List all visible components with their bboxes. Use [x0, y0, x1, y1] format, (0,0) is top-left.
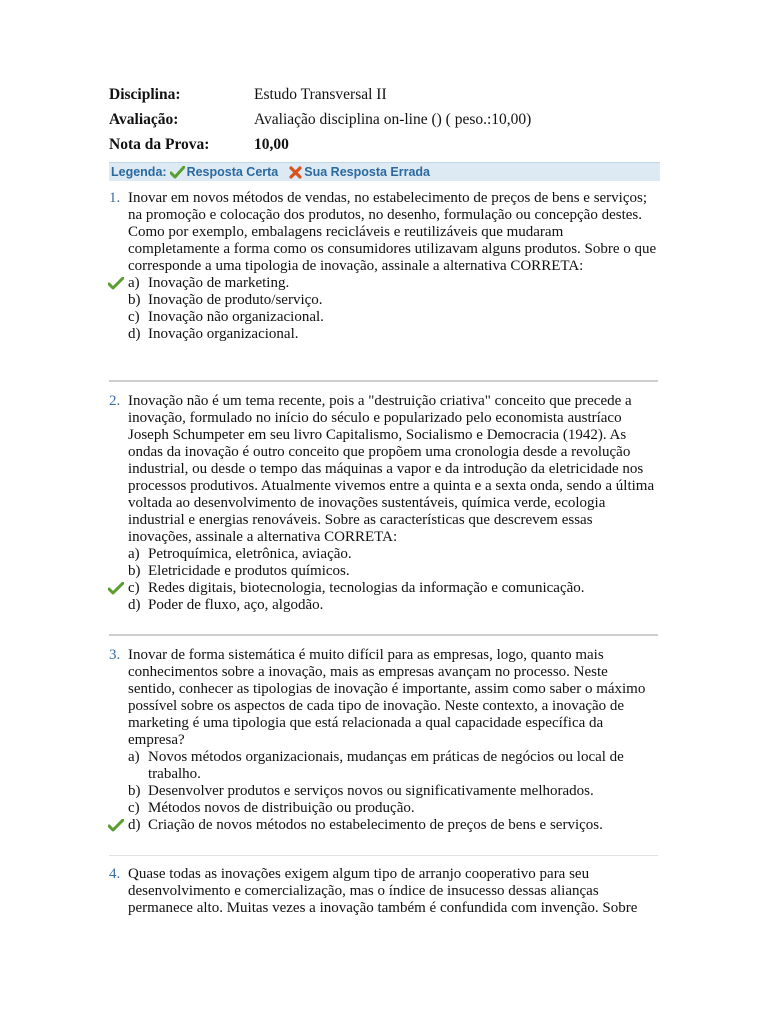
option-d[interactable]: [109, 597, 660, 614]
option-letter: b): [128, 292, 141, 308]
legend-wrong-label: Sua Resposta Errada: [304, 165, 431, 179]
option-d[interactable]: [109, 817, 660, 834]
option-text: Petroquímica, eletrônica, aviação.: [148, 546, 352, 562]
cross-icon: [289, 166, 302, 179]
question-separator: [109, 380, 658, 382]
option-b[interactable]: [109, 783, 660, 800]
nota-row: [109, 136, 669, 161]
options-list: [109, 546, 660, 614]
legend-correct-label: Resposta Certa: [186, 165, 279, 179]
check-icon: [108, 582, 124, 595]
options-list: [109, 275, 660, 343]
question-number: 2.: [109, 393, 121, 409]
option-text: Desenvolver produtos e serviços novos ou significativamente melhorados.: [148, 783, 594, 799]
exam-info: [109, 86, 669, 161]
option-letter: c): [128, 800, 140, 816]
option-text: Métodos novos de distribuição ou produção.: [148, 800, 415, 816]
check-icon: [108, 277, 124, 290]
disciplina-value: Estudo Transversal II: [254, 86, 387, 103]
question-number: 1.: [109, 190, 121, 206]
option-text: Redes digitais, biotecnologia, tecnologias da informação e comunicação.: [148, 580, 585, 596]
option-a[interactable]: [109, 749, 660, 783]
option-letter: c): [128, 309, 140, 325]
option-letter: d): [128, 597, 141, 613]
option-text: Inovação organizacional.: [148, 326, 299, 342]
option-b[interactable]: [109, 563, 660, 580]
option-letter: d): [128, 326, 141, 342]
option-letter: a): [128, 546, 140, 562]
check-icon: [108, 819, 124, 832]
question-separator: [109, 634, 658, 636]
check-icon: [170, 166, 185, 179]
disciplina-row: [109, 86, 669, 111]
disciplina-label: Disciplina:: [109, 86, 181, 103]
question-number: 3.: [109, 647, 121, 663]
avaliacao-row: [109, 111, 669, 136]
question-separator: [109, 855, 658, 856]
legend-bar: [109, 162, 660, 181]
options-list: [109, 749, 660, 834]
question-text: Quase todas as inovações exigem algum tipo de arranjo cooperativo para seu desenvolvimento e comercialização, mas o índice de insucesso dessas alianças permanece alto. Muitas vezes a inovação também é confundida com invenção. Sobre: [128, 866, 638, 916]
question-text: Inovação não é um tema recente, pois a "destruição criativa" conceito que precede a inovação, formulado no início do século e popularizado pelo economista austríaco Joseph Schumpeter em seu livro Capitalismo, Socialismo e Democracia (1942). As ondas da inovação é outro conceito que propõem uma cronologia desde a revolução industrial, ou desde o tempo das máquinas a vapor e da introdução da eletricidade nos processos produtivos. Atualmente vivemos entre a quinta e a sexta onda, sendo a última voltada ao desenvolvimento de inovações sustentáveis, química verde, ecologia industrial e energias renováveis. Sobre as características que descrevem essas inovações, assinale a alternativa CORRETA:: [128, 393, 655, 545]
option-c[interactable]: [109, 800, 660, 817]
question-1: [109, 190, 660, 343]
option-letter: b): [128, 783, 141, 799]
legend-label: Legenda:: [111, 165, 167, 179]
question-2: [109, 393, 660, 614]
option-text: Novos métodos organizacionais, mudanças em práticas de negócios ou local de trabalho.: [148, 749, 624, 782]
option-c[interactable]: [109, 309, 660, 326]
nota-value: 10,00: [254, 136, 289, 153]
option-letter: d): [128, 817, 141, 833]
option-text: Eletricidade e produtos químicos.: [148, 563, 350, 579]
avaliacao-value: Avaliação disciplina on-line () ( peso.:10,00): [254, 111, 532, 128]
option-text: Criação de novos métodos no estabelecimento de preços de bens e serviços.: [148, 817, 603, 833]
option-b[interactable]: [109, 292, 660, 309]
option-text: Inovação de produto/serviço.: [148, 292, 323, 308]
legend-correct: [167, 165, 279, 179]
option-letter: a): [128, 749, 140, 765]
question-4: [109, 866, 660, 917]
question-text: Inovar de forma sistemática é muito difícil para as empresas, logo, quanto mais conhecimentos sobre a inovação, mais as empresas avançam no processo. Neste sentido, conhecer as tipologias de inovação é importante, assim como saber o máximo possível sobre os aspectos de cada tipo de inovação. Neste contexto, a inovação de marketing é uma tipologia que está relacionada a qual capacidade específica da empresa?: [128, 647, 646, 748]
option-a[interactable]: [109, 546, 660, 563]
option-a[interactable]: [109, 275, 660, 292]
option-text: Inovação de marketing.: [148, 275, 290, 291]
option-d[interactable]: [109, 326, 660, 343]
question-3: [109, 647, 660, 834]
avaliacao-label: Avaliação:: [109, 111, 179, 128]
option-text: Inovação não organizacional.: [148, 309, 324, 325]
nota-label: Nota da Prova:: [109, 136, 210, 153]
option-c[interactable]: [109, 580, 660, 597]
question-text: Inovar em novos métodos de vendas, no estabelecimento de preços de bens e serviços; na promoção e colocação dos produtos, no desenho, formulação ou concepção destes. Como por exemplo, embalagens recicláveis e reutilizáveis que mudaram completamente a forma como os consumidores utilizavam alguns produtos. Sobre o que corresponde a uma tipologia de inovação, assinale a alternativa CORRETA:: [128, 190, 657, 274]
question-number: 4.: [109, 866, 121, 882]
option-letter: a): [128, 275, 140, 291]
legend-wrong: [286, 165, 430, 179]
option-text: Poder de fluxo, aço, algodão.: [148, 597, 324, 613]
option-letter: c): [128, 580, 140, 596]
option-letter: b): [128, 563, 141, 579]
